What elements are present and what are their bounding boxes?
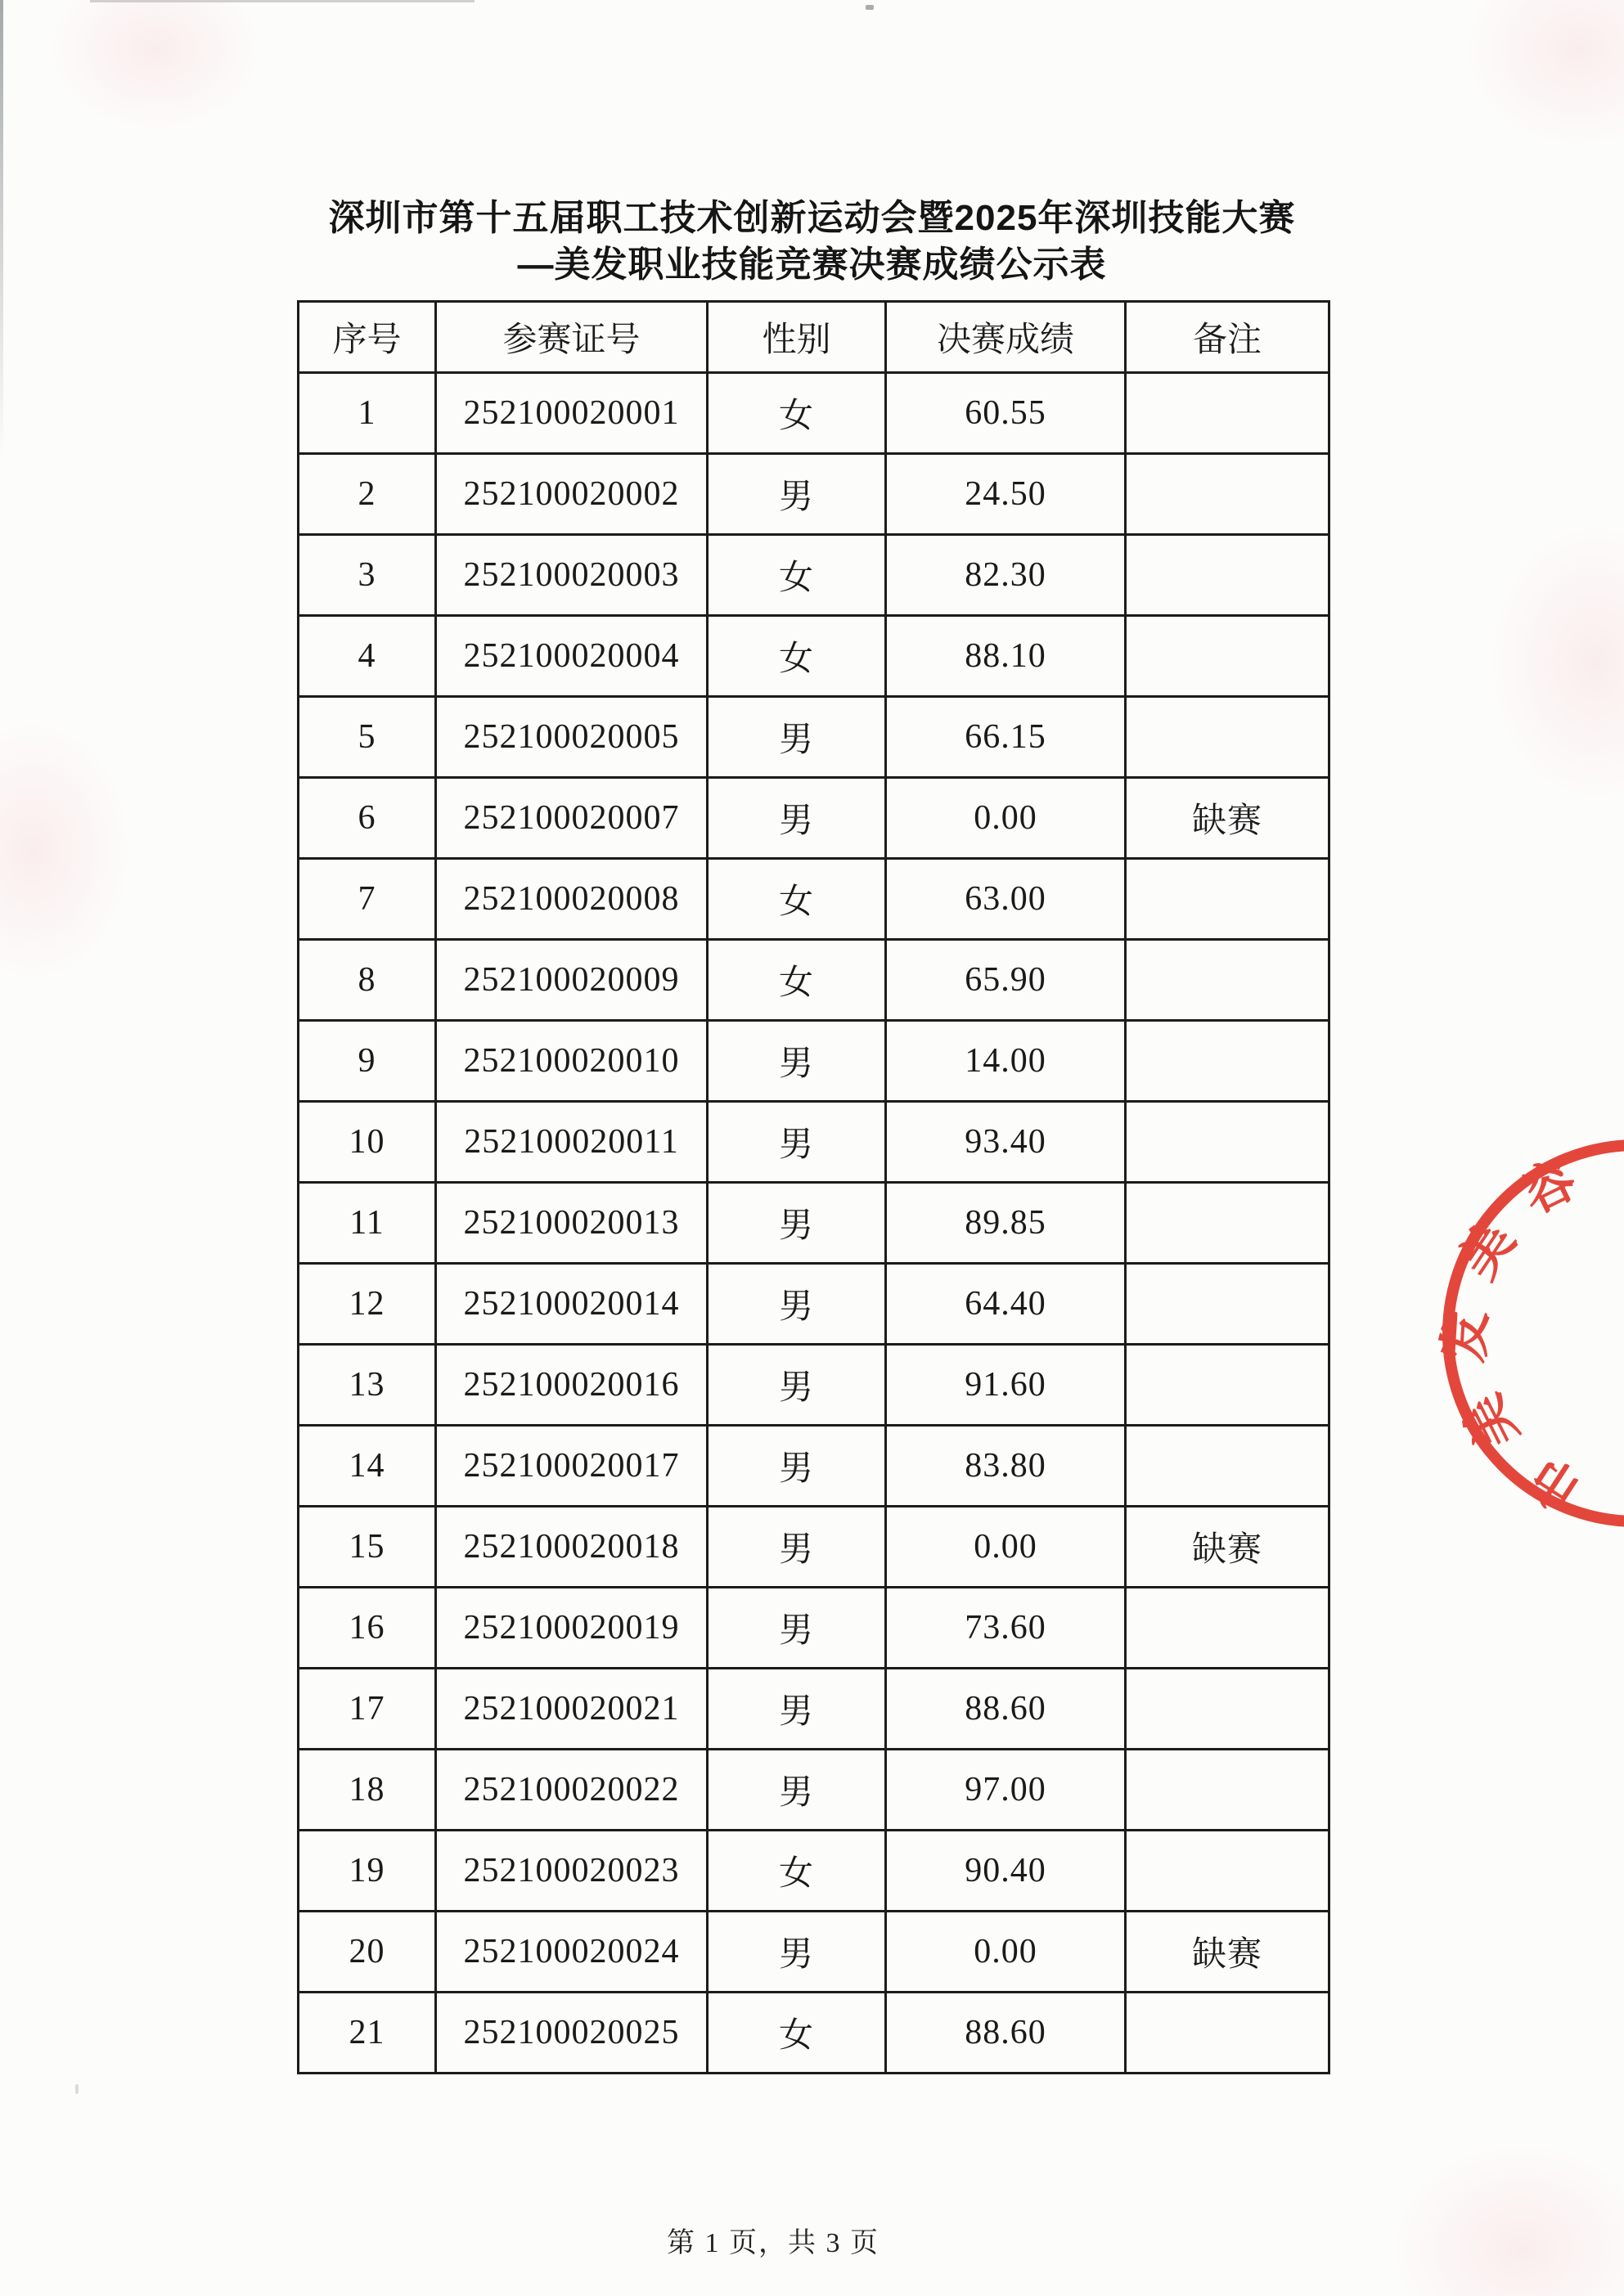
cell-final-score: 97.00 xyxy=(886,1750,1126,1831)
table-row xyxy=(299,778,1329,859)
cell-final-score: 14.00 xyxy=(886,1021,1126,1102)
cell-contestant-id: 252100020011 xyxy=(436,1102,708,1183)
cell-serial-number: 8 xyxy=(299,940,436,1021)
cell-serial-number: 4 xyxy=(299,616,436,697)
cell-final-score: 66.15 xyxy=(886,697,1126,778)
cell-contestant-id: 252100020009 xyxy=(436,940,708,1021)
cell-remark xyxy=(1126,616,1329,697)
cell-remark xyxy=(1126,1183,1329,1264)
table-row xyxy=(299,1750,1329,1831)
cell-serial-number: 18 xyxy=(299,1750,436,1831)
table-row xyxy=(299,373,1329,454)
cell-serial-number: 19 xyxy=(299,1831,436,1912)
table-row xyxy=(299,1345,1329,1426)
cell-final-score: 88.60 xyxy=(886,1993,1126,2074)
cell-gender: 男 xyxy=(708,778,886,859)
cell-contestant-id: 252100020004 xyxy=(436,616,708,697)
cell-gender: 男 xyxy=(708,1507,886,1588)
cell-gender: 男 xyxy=(708,1669,886,1750)
cell-remark xyxy=(1126,454,1329,535)
cell-contestant-id: 252100020022 xyxy=(436,1750,708,1831)
cell-gender: 男 xyxy=(708,1102,886,1183)
cell-serial-number: 2 xyxy=(299,454,436,535)
cell-gender: 男 xyxy=(708,1264,886,1345)
cell-contestant-id: 252100020023 xyxy=(436,1831,708,1912)
cell-contestant-id: 252100020016 xyxy=(436,1345,708,1426)
table-row xyxy=(299,616,1329,697)
cell-final-score: 91.60 xyxy=(886,1345,1126,1426)
cell-final-score: 90.40 xyxy=(886,1831,1126,1912)
cell-remark xyxy=(1126,1264,1329,1345)
cell-gender: 男 xyxy=(708,454,886,535)
cell-serial-number: 17 xyxy=(299,1669,436,1750)
cell-contestant-id: 252100020003 xyxy=(436,535,708,616)
table-row xyxy=(299,940,1329,1021)
cell-gender: 男 xyxy=(708,1750,886,1831)
cell-contestant-id: 252100020007 xyxy=(436,778,708,859)
scan-tint xyxy=(1489,523,1624,802)
svg-text:市美发美容 xyxy=(1435,1137,1610,1521)
cell-remark xyxy=(1126,859,1329,940)
cell-serial-number: 12 xyxy=(299,1264,436,1345)
table-row xyxy=(299,1993,1329,2074)
cell-serial-number: 10 xyxy=(299,1102,436,1183)
cell-serial-number: 5 xyxy=(299,697,436,778)
cell-serial-number: 21 xyxy=(299,1993,436,2074)
cell-gender: 男 xyxy=(708,697,886,778)
cell-gender: 男 xyxy=(708,1426,886,1507)
cell-remark xyxy=(1126,1021,1329,1102)
cell-gender: 女 xyxy=(708,859,886,940)
cell-final-score: 63.00 xyxy=(886,859,1126,940)
cell-contestant-id: 252100020013 xyxy=(436,1183,708,1264)
cell-remark xyxy=(1126,1345,1329,1426)
table-row xyxy=(299,1183,1329,1264)
stamp-text: 市美发美容 xyxy=(1435,1137,1611,1522)
cell-serial-number: 16 xyxy=(299,1588,436,1669)
cell-gender: 女 xyxy=(708,1993,886,2074)
cell-contestant-id: 252100020018 xyxy=(436,1507,708,1588)
results-table xyxy=(297,300,1330,2074)
cell-contestant-id: 252100020014 xyxy=(436,1264,708,1345)
cell-contestant-id: 252100020024 xyxy=(436,1912,708,1993)
header-remark: 备注 xyxy=(1126,302,1329,373)
cell-final-score: 65.90 xyxy=(886,940,1126,1021)
table-row xyxy=(299,454,1329,535)
cell-remark xyxy=(1126,1426,1329,1507)
table-row xyxy=(299,1264,1329,1345)
table-header-row xyxy=(299,302,1329,373)
table-row xyxy=(299,535,1329,616)
cell-remark xyxy=(1126,1750,1329,1831)
cell-contestant-id: 252100020025 xyxy=(436,1993,708,2074)
cell-final-score: 0.00 xyxy=(886,1912,1126,1993)
cell-remark xyxy=(1126,1669,1329,1750)
cell-gender: 男 xyxy=(708,1021,886,1102)
cell-gender: 女 xyxy=(708,616,886,697)
table-row xyxy=(299,1912,1329,1993)
cell-remark: 缺赛 xyxy=(1126,1912,1329,1993)
cell-serial-number: 13 xyxy=(299,1345,436,1426)
cell-contestant-id: 252100020008 xyxy=(436,859,708,940)
cell-gender: 女 xyxy=(708,373,886,454)
cell-contestant-id: 252100020017 xyxy=(436,1426,708,1507)
title-line-1: 深圳市第十五届职工技术创新运动会暨2025年深圳技能大赛 xyxy=(328,198,1296,238)
cell-final-score: 93.40 xyxy=(886,1102,1126,1183)
scan-speck xyxy=(866,5,874,10)
red-seal-stamp xyxy=(1424,1121,1624,1546)
cell-remark xyxy=(1126,1588,1329,1669)
cell-final-score: 82.30 xyxy=(886,535,1126,616)
cell-serial-number: 9 xyxy=(299,1021,436,1102)
page-number-footer: 第 1 页，共 3 页 xyxy=(667,2228,879,2258)
cell-final-score: 0.00 xyxy=(886,778,1126,859)
cell-final-score: 64.40 xyxy=(886,1264,1126,1345)
cell-final-score: 0.00 xyxy=(886,1507,1126,1588)
title-line-2: —美发职业技能竞赛决赛成绩公示表 xyxy=(517,245,1107,285)
cell-remark xyxy=(1126,373,1329,454)
cell-final-score: 24.50 xyxy=(886,454,1126,535)
table-row xyxy=(299,1669,1329,1750)
cell-remark xyxy=(1126,1102,1329,1183)
cell-remark: 缺赛 xyxy=(1126,778,1329,859)
cell-remark xyxy=(1126,940,1329,1021)
cell-gender: 男 xyxy=(708,1345,886,1426)
cell-gender: 男 xyxy=(708,1588,886,1669)
cell-serial-number: 20 xyxy=(299,1912,436,1993)
cell-contestant-id: 252100020021 xyxy=(436,1669,708,1750)
table-row xyxy=(299,1102,1329,1183)
cell-final-score: 83.80 xyxy=(886,1426,1126,1507)
table-row xyxy=(299,1426,1329,1507)
cell-remark xyxy=(1126,1831,1329,1912)
cell-gender: 男 xyxy=(708,1183,886,1264)
table-row xyxy=(299,1831,1329,1912)
cell-final-score: 88.60 xyxy=(886,1669,1126,1750)
cell-remark xyxy=(1126,1993,1329,2074)
cell-serial-number: 3 xyxy=(299,535,436,616)
header-gender: 性别 xyxy=(708,302,886,373)
cell-serial-number: 1 xyxy=(299,373,436,454)
cell-final-score: 88.10 xyxy=(886,616,1126,697)
cell-serial-number: 15 xyxy=(299,1507,436,1588)
header-final-score: 决赛成绩 xyxy=(886,302,1126,373)
cell-final-score: 73.60 xyxy=(886,1588,1126,1669)
cell-contestant-id: 252100020019 xyxy=(436,1588,708,1669)
cell-remark: 缺赛 xyxy=(1126,1507,1329,1588)
cell-serial-number: 6 xyxy=(299,778,436,859)
cell-contestant-id: 252100020002 xyxy=(436,454,708,535)
cell-remark xyxy=(1126,535,1329,616)
cell-gender: 男 xyxy=(708,1912,886,1993)
cell-contestant-id: 252100020001 xyxy=(436,373,708,454)
document-title xyxy=(0,195,1624,288)
cell-gender: 女 xyxy=(708,940,886,1021)
scan-tint xyxy=(0,720,131,982)
cell-contestant-id: 252100020010 xyxy=(436,1021,708,1102)
header-contestant-id: 参赛证号 xyxy=(436,302,708,373)
cell-serial-number: 7 xyxy=(299,859,436,940)
cell-contestant-id: 252100020005 xyxy=(436,697,708,778)
table-row xyxy=(299,1507,1329,1588)
seal-icon xyxy=(1424,1121,1624,1546)
cell-serial-number: 14 xyxy=(299,1426,436,1507)
cell-gender: 女 xyxy=(708,1831,886,1912)
scan-tint xyxy=(49,0,262,131)
cell-serial-number: 11 xyxy=(299,1183,436,1264)
table-row xyxy=(299,859,1329,940)
table-row xyxy=(299,1588,1329,1669)
scan-speck xyxy=(75,2084,79,2094)
cell-remark xyxy=(1126,697,1329,778)
cell-final-score: 89.85 xyxy=(886,1183,1126,1264)
header-serial-number: 序号 xyxy=(299,302,436,373)
table-row xyxy=(299,1021,1329,1102)
scan-tint xyxy=(1464,0,1624,147)
table-row xyxy=(299,697,1329,778)
cell-final-score: 60.55 xyxy=(886,373,1126,454)
cell-gender: 女 xyxy=(708,535,886,616)
